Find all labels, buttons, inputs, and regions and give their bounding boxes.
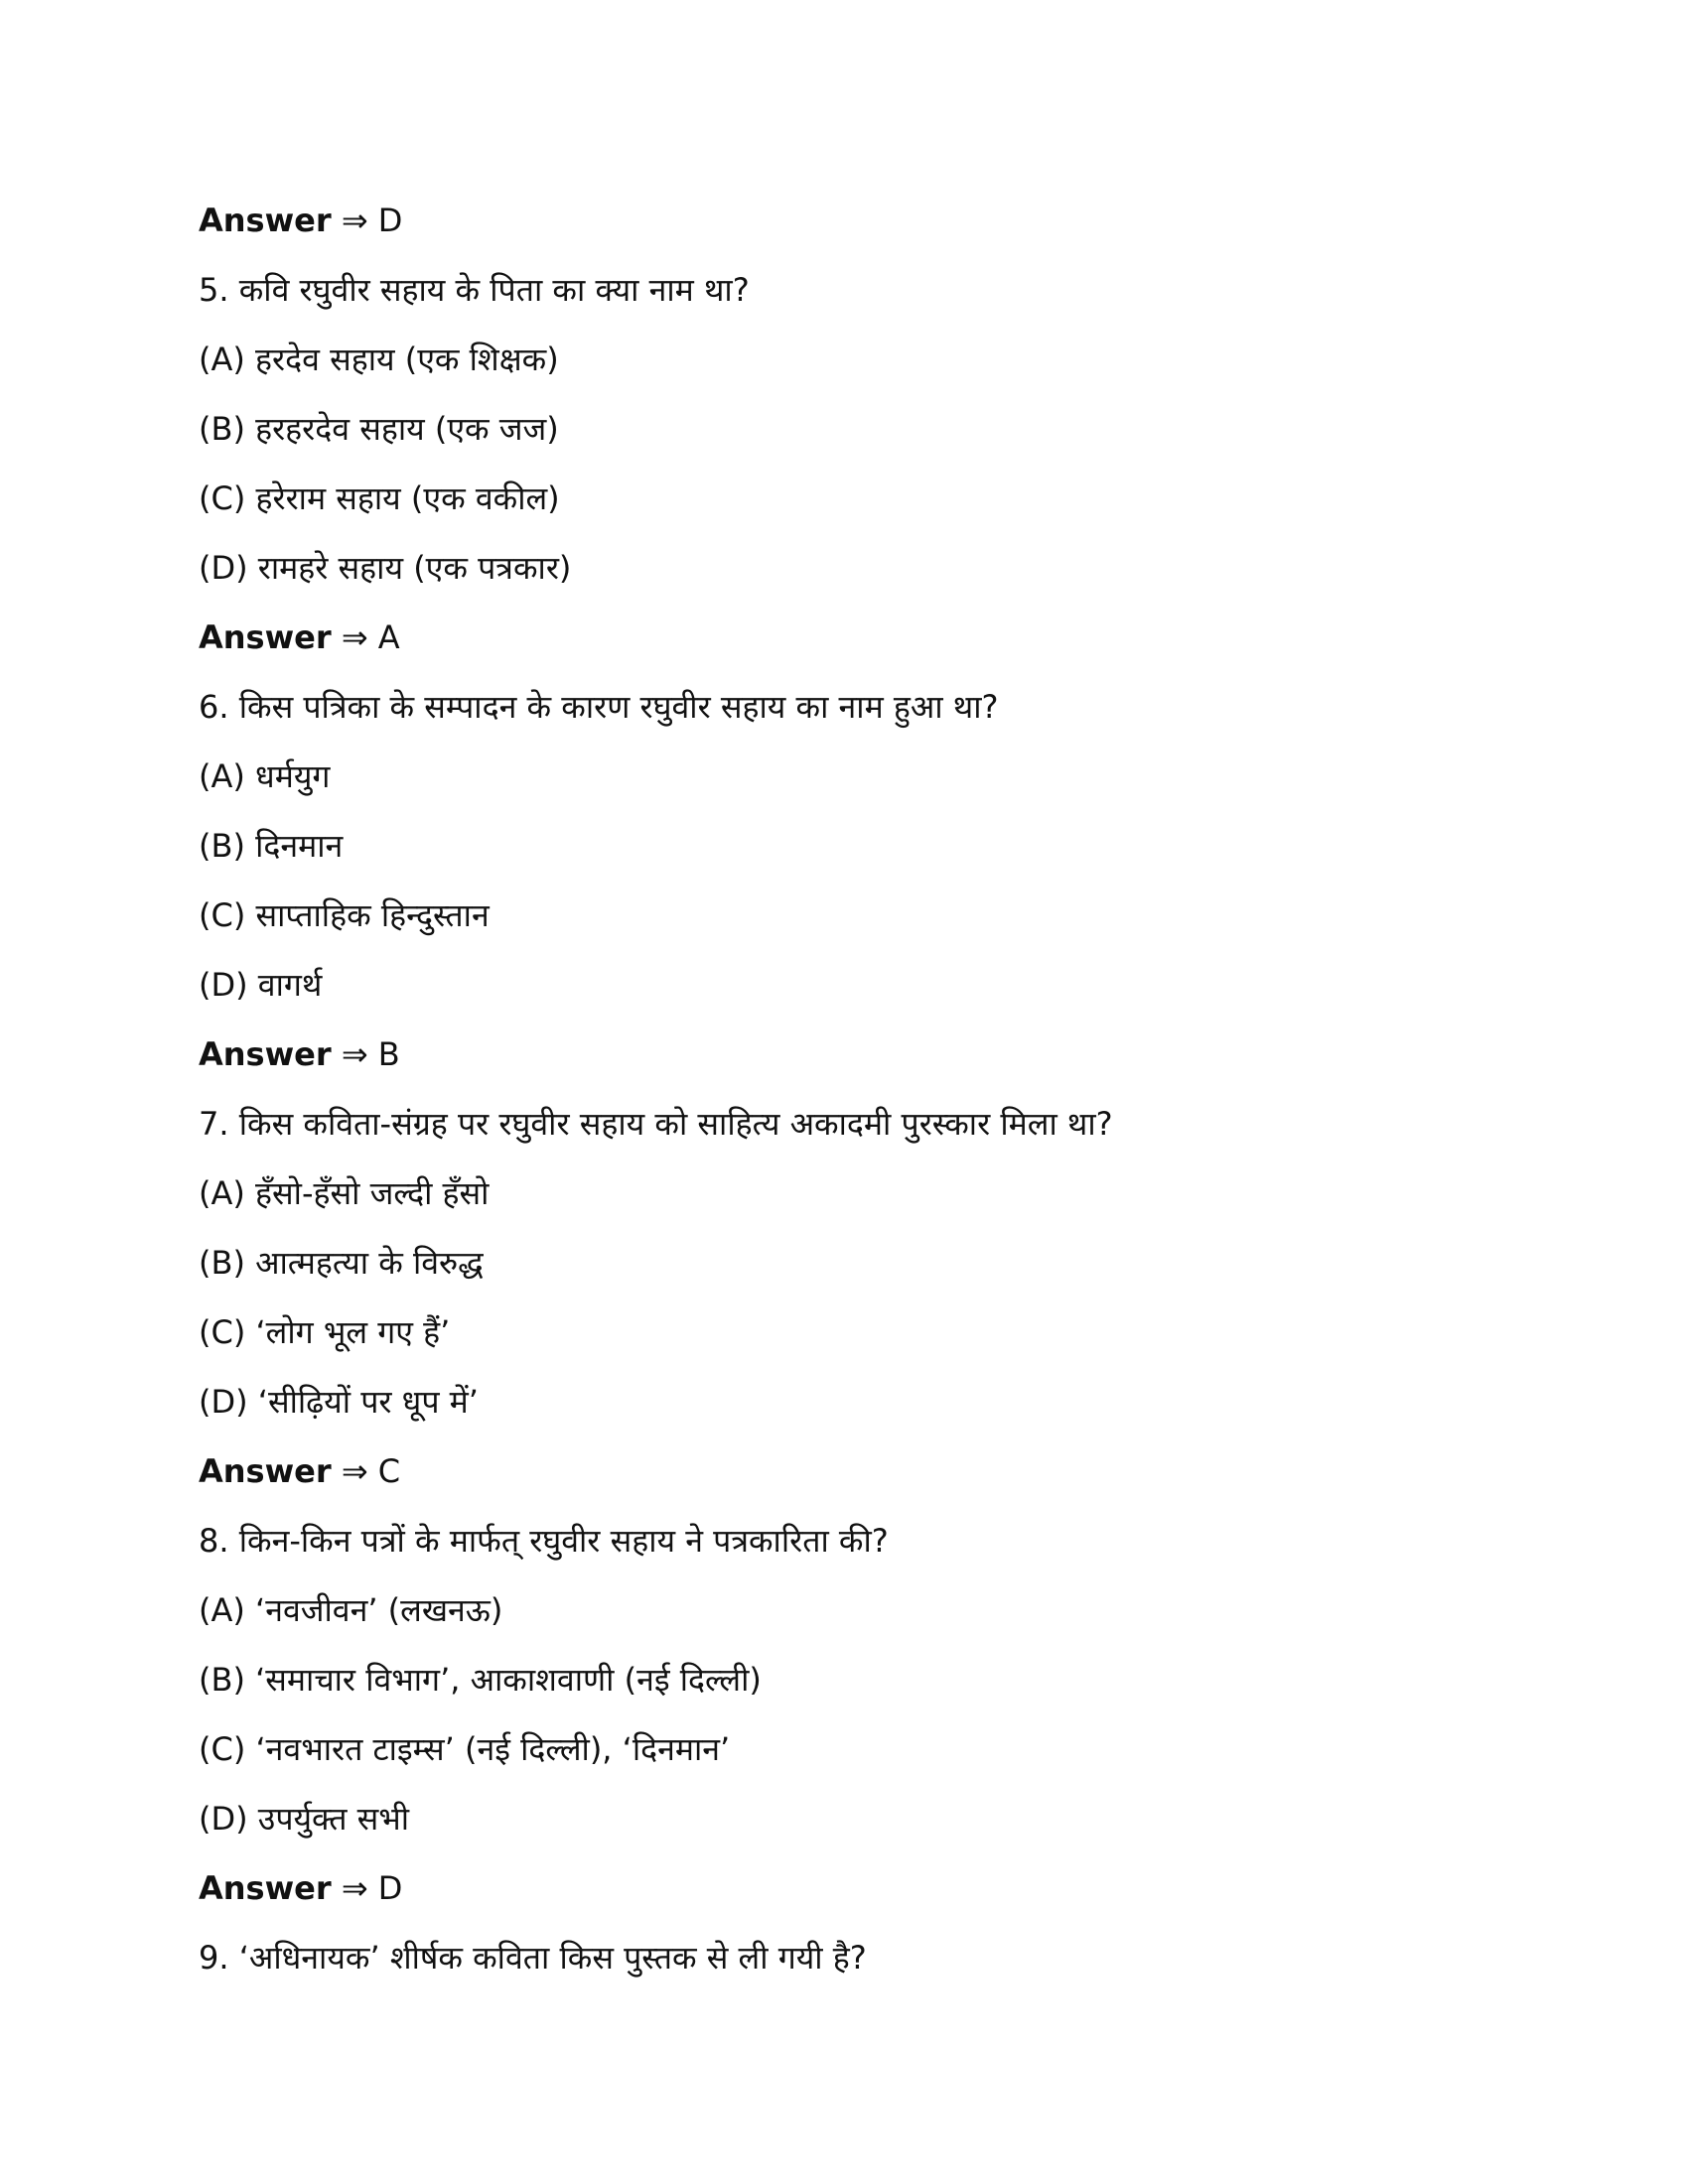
answer-label: Answer (199, 618, 332, 656)
option-6d: (D) वागर्थ (199, 966, 323, 1004)
option-7b: (B) आत्महत्या के विरुद्ध (199, 1244, 484, 1282)
option-5c: (C) हरेराम सहाय (एक वकील) (199, 479, 560, 517)
answer-value: D (377, 202, 403, 239)
answer-line-7 (199, 1449, 1539, 1493)
option-5d: (D) रामहरे सहाय (एक पत्रकार) (199, 549, 572, 587)
answer-line-5 (199, 615, 1539, 659)
answer-arrow: ⇒ (341, 202, 368, 239)
answer-label: Answer (199, 1869, 332, 1907)
option-7c: (C) ‘लोग भूल गए हैं’ (199, 1313, 451, 1351)
question-9: 9. ‘अधिनायक’ शीर्षक कविता किस पुस्तक से ली गयी है? (199, 1939, 867, 1977)
answer-value: B (377, 1035, 400, 1073)
answer-arrow: ⇒ (341, 1869, 368, 1907)
answer-line-8 (199, 1866, 1539, 1910)
option-8a: (A) ‘नवजीवन’ (लखनऊ) (199, 1591, 503, 1629)
answer-value: A (377, 618, 400, 656)
option-5b: (B) हरहरदेव सहाय (एक जज) (199, 410, 559, 448)
answer-line-6 (199, 1032, 1539, 1076)
option-7a: (A) हँसो-हँसो जल्दी हँसो (199, 1174, 490, 1212)
question-8: 8. किन-किन पत्रों के मार्फत् रघुवीर सहाय ने पत्रकारिता की? (199, 1522, 889, 1560)
answer-value: C (377, 1452, 401, 1490)
option-6b: (B) दिनमान (199, 827, 344, 865)
answer-label: Answer (199, 202, 332, 239)
question-7: 7. किस कविता-संग्रह पर रघुवीर सहाय को साहित्य अकादमी पुरस्कार मिला था? (199, 1105, 1113, 1143)
answer-label: Answer (199, 1452, 332, 1490)
answer-label: Answer (199, 1035, 332, 1073)
question-5: 5. कवि रघुवीर सहाय के पिता का क्या नाम था? (199, 271, 750, 309)
option-6c: (C) साप्ताहिक हिन्दुस्तान (199, 896, 490, 934)
option-7d: (D) ‘सीढ़ियों पर धूप में’ (199, 1383, 479, 1421)
question-6: 6. किस पत्रिका के सम्पादन के कारण रघुवीर सहाय का नाम हुआ था? (199, 688, 999, 726)
answer-arrow: ⇒ (341, 1035, 368, 1073)
answer-value: D (377, 1869, 403, 1907)
answer-line (199, 199, 1539, 242)
option-6a: (A) धर्मयुग (199, 757, 331, 795)
option-5a: (A) हरदेव सहाय (एक शिक्षक) (199, 341, 559, 378)
answer-arrow: ⇒ (341, 618, 368, 656)
option-8d: (D) उपर्युक्त सभी (199, 1800, 410, 1838)
answer-arrow: ⇒ (341, 1452, 368, 1490)
option-8b: (B) ‘समाचार विभाग’, आकाशवाणी (नई दिल्ली) (199, 1661, 762, 1699)
option-8c: (C) ‘नवभारत टाइम्स’ (नई दिल्ली), ‘दिनमान’ (199, 1730, 731, 1768)
